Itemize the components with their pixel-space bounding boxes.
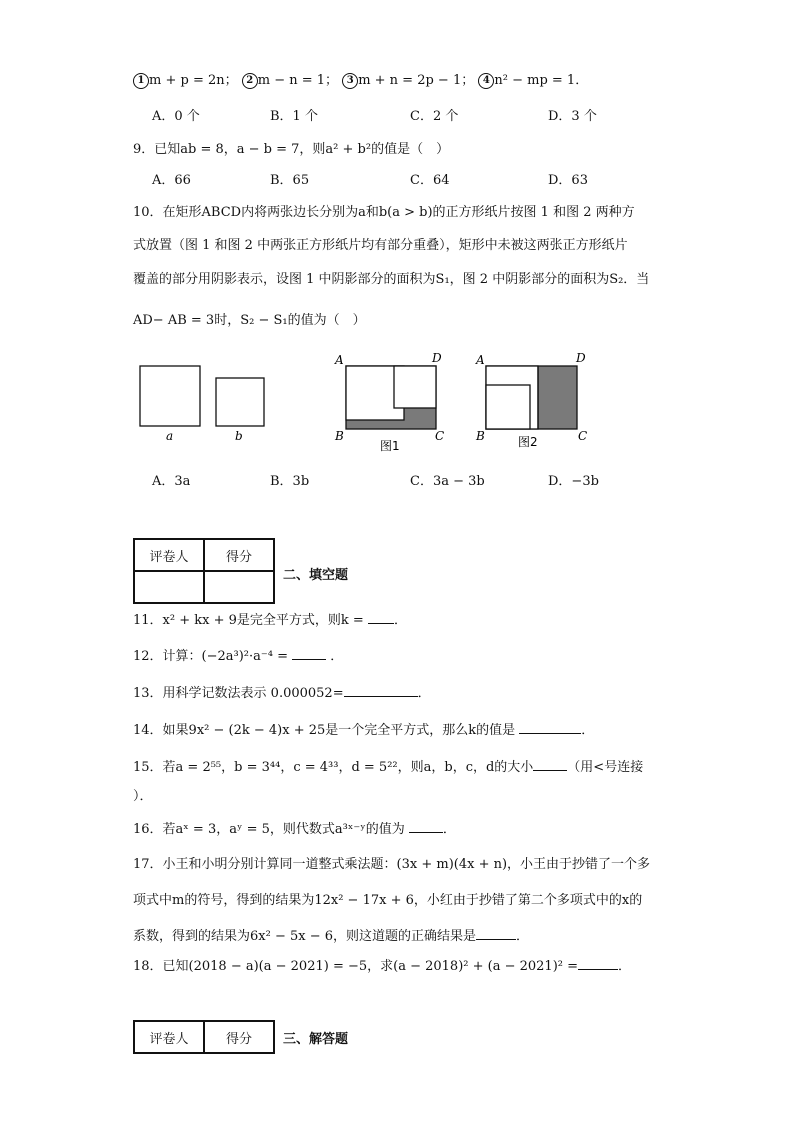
- condition-2: m − n = 1；: [257, 73, 339, 88]
- q18-end: ．: [618, 959, 632, 974]
- answer-blank[interactable]: [519, 719, 581, 734]
- square-b: [216, 378, 264, 426]
- option-d[interactable]: D．3 个: [548, 109, 597, 124]
- q13-end: ．: [417, 686, 431, 701]
- q10-figure: [0, 350, 794, 480]
- option-c[interactable]: C．2 个: [410, 109, 459, 124]
- circled-number: 2: [242, 73, 258, 89]
- section2-title: 二、填空题: [283, 568, 349, 583]
- q12: [133, 645, 343, 667]
- fig1-vertex-c: C: [435, 429, 445, 443]
- answer-blank[interactable]: [533, 756, 567, 771]
- q15-hint: （用<号连接: [567, 760, 644, 775]
- section3-title: 三、解答题: [283, 1032, 349, 1047]
- q16-text: 16．若aˣ = 3，aʸ = 5，则代数式a³ˣ⁻ʸ的值为: [133, 822, 405, 837]
- q17-line3: [133, 925, 529, 947]
- q15-text: 15．若a = 2⁵⁵，b = 3⁴⁴，c = 4³³，d = 5²²，则a，b，c，d的大小: [133, 760, 534, 775]
- q11: [133, 609, 407, 631]
- q10-line1: 10．在矩形ABCD内将两张边长分别为a和b(a > b)的正方形纸片按图 1 和图 2 两种方: [133, 205, 635, 220]
- fig1-vertex-a: A: [335, 353, 344, 367]
- q11-end: ．: [393, 613, 407, 628]
- q13-text: 13．用科学记数法表示 0.000052=: [133, 686, 344, 701]
- option-b[interactable]: B．65: [270, 173, 310, 188]
- condition-3: m + n = 2p − 1；: [358, 73, 475, 88]
- q10-line2: 式放置（图 1 和图 2 中两张正方形纸片均有部分重叠），矩形中未被这两张正方形纸片: [133, 238, 628, 253]
- q18-text: 18．已知(2018 − a)(a − 2021) = −5，求(a − 2018)² + (a − 2021)² =: [133, 959, 579, 974]
- label-b: b: [235, 429, 243, 443]
- score-table-section2: [133, 538, 275, 604]
- q8-conditions: [133, 71, 588, 91]
- square-a: [140, 366, 200, 426]
- fig1-shade-right: [404, 408, 436, 429]
- option-c[interactable]: C．64: [410, 173, 450, 188]
- answer-blank[interactable]: [476, 925, 516, 940]
- q9-options: [152, 171, 712, 191]
- q12-text: 12．计算：(−2a³)²·a⁻⁴ =: [133, 649, 289, 664]
- fig2-shade: [538, 366, 577, 429]
- fig1-square-b: [394, 366, 436, 408]
- answer-blank[interactable]: [368, 609, 394, 624]
- fig2-vertex-b: B: [476, 429, 485, 443]
- option-d[interactable]: D．63: [548, 173, 588, 188]
- answer-blank[interactable]: [344, 682, 418, 697]
- figure-1: [334, 351, 444, 453]
- q18: [133, 955, 631, 977]
- q15: [133, 756, 643, 778]
- fig1-vertex-b: B: [335, 429, 344, 443]
- fig2-vertex-c: C: [578, 429, 588, 443]
- grader-header: 评卷人: [134, 1021, 204, 1053]
- label-a: a: [166, 429, 174, 443]
- q10-options: [152, 472, 712, 492]
- q16-end: ．: [442, 822, 456, 837]
- option-a[interactable]: A．66: [152, 173, 191, 188]
- circled-number: 1: [133, 73, 149, 89]
- q12-end: ．: [330, 649, 344, 664]
- answer-blank[interactable]: [578, 955, 618, 970]
- q11-text: 11．x² + kx + 9是完全平方式，则k =: [133, 613, 364, 628]
- fig1-vertex-d: D: [432, 351, 442, 365]
- grader-cell[interactable]: [134, 571, 204, 603]
- option-c[interactable]: C．3a − 3b: [410, 474, 485, 489]
- circled-number: 3: [342, 73, 358, 89]
- q17-line1: 17．小王和小明分别计算同一道整式乘法题：(3x + m)(4x + n)，小王由于抄错了一个多: [133, 857, 651, 872]
- q9-text: 9．已知ab = 8，a − b = 7，则a² + b²的值是（ ）: [133, 142, 450, 157]
- q17-text: 系数，得到的结果为6x² − 5x − 6，则这道题的正确结果是: [133, 929, 477, 944]
- q10-line3: 覆盖的部分用阴影表示，设图 1 中阴影部分的面积为S₁，图 2 中阴影部分的面积为S₂．当: [133, 272, 650, 287]
- score-header: 得分: [204, 539, 274, 571]
- answer-blank[interactable]: [409, 818, 443, 833]
- condition-1: m + p = 2n；: [149, 73, 238, 88]
- condition-4: n² − mp = 1．: [494, 73, 589, 88]
- q14: [133, 719, 594, 741]
- q10-line4: AD− AB = 3时，S₂ − S₁的值为（ ）: [133, 313, 366, 328]
- option-b[interactable]: B．3b: [270, 474, 310, 489]
- fig2-vertex-a: A: [476, 353, 485, 367]
- q17-line2: 项式中m的符号，得到的结果为12x² − 17x + 6，小红由于抄错了第二个多项式中的x的: [133, 893, 643, 908]
- figure-2: [475, 351, 587, 449]
- q8-options: [152, 107, 712, 127]
- fig2-square-b: [486, 385, 530, 429]
- fig1-caption: 图1: [380, 439, 400, 453]
- q14-end: ．: [581, 723, 595, 738]
- answer-blank[interactable]: [292, 645, 326, 660]
- fig2-vertex-d: D: [576, 351, 586, 365]
- option-a[interactable]: A．3a: [152, 474, 191, 489]
- q16: [133, 818, 456, 840]
- q17-end: ．: [516, 929, 530, 944]
- score-header: 得分: [204, 1021, 274, 1053]
- score-table-section3: [133, 1020, 275, 1054]
- option-d[interactable]: D．−3b: [548, 474, 599, 489]
- q13: [133, 682, 431, 704]
- score-cell[interactable]: [204, 571, 274, 603]
- option-b[interactable]: B．1 个: [270, 109, 318, 124]
- q14-text: 14．如果9x² − (2k − 4)x + 25是一个完全平方式，那么k的值是: [133, 723, 516, 738]
- circled-number: 4: [478, 73, 494, 89]
- fig2-caption: 图2: [518, 435, 538, 449]
- q15-line2: ）．: [133, 789, 153, 804]
- option-a[interactable]: A．0 个: [152, 109, 200, 124]
- grader-header: 评卷人: [134, 539, 204, 571]
